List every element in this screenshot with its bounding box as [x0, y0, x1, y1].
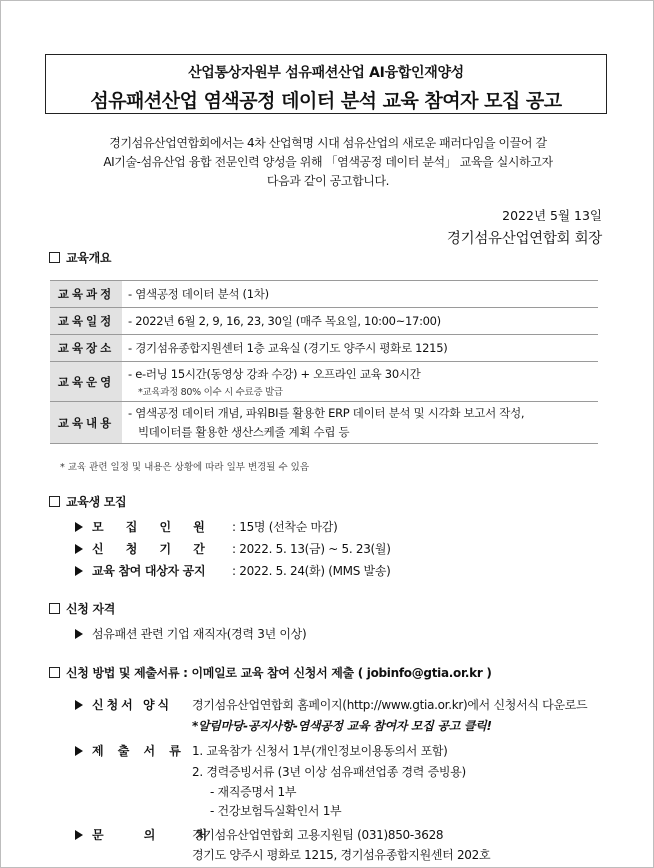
row-value: - 염색공정 데이터 분석 (1차): [122, 281, 598, 308]
completion-note: *교육과정 80% 이수 시 수료증 발급: [138, 386, 283, 398]
doc-item: - 재직증명서 1부: [210, 785, 297, 799]
triangle-bullet-icon: [75, 746, 83, 756]
row-key: 교육내용: [50, 402, 122, 444]
recruit-item: 모 집 인 원 : 15명 (선착순 마감): [75, 518, 337, 535]
apply-form-path: *알림마당-공지사항-염색공정 교육 참여자 모집 공고 클릭!: [192, 719, 492, 733]
triangle-bullet-icon: [75, 629, 83, 639]
contact-line: 경기섬유산업연합회 고용지원팀 (031)850-3628: [192, 828, 444, 842]
row-key: 교육장소: [50, 335, 122, 362]
apply-docs-label: 제 출 서 류: [75, 742, 186, 759]
intro-line: 경기섬유산업연합회에서는 4차 산업혁명 시대 섬유산업의 새로운 패러다임을 이끌어 갈: [109, 136, 547, 150]
doc-item: 1. 교육참가 신청서 1부(개인정보이용동의서 포함): [192, 744, 448, 758]
triangle-bullet-icon: [75, 522, 83, 532]
apply-contact-label: 문 의 처: [75, 826, 225, 843]
section-qualification-heading: 신청 자격: [49, 600, 115, 617]
table-row: [50, 308, 598, 335]
program-subtitle: 산업통상자원부 섬유패션산업 AI융합인재양성: [188, 65, 464, 81]
recruit-item: 신 청 기 간 : 2022. 5. 13(금) ~ 5. 23(월): [75, 540, 391, 557]
row-value-line: - 염색공정 데이터 개념, 파워BI를 활용한 ERP 데이터 분석 및 시각화 보고서 작성,: [128, 406, 525, 420]
checkbox-square-icon: [49, 252, 60, 263]
intro-line: AI기술-섬유산업 융합 전문인력 양성을 위해 「염색공정 데이터 분석」 교육을 실시하고자: [103, 155, 553, 169]
intro-paragraph: [60, 134, 596, 191]
doc-item: - 건강보험득실확인서 1부: [210, 804, 342, 818]
row-value: - 2022년 6월 2, 9, 16, 23, 30일 (매주 목요일, 10:00~17:00): [122, 308, 598, 335]
row-value: [122, 402, 598, 444]
checkbox-square-icon: [49, 667, 60, 678]
contact-line: 경기도 양주시 평화로 1215, 경기섬유종합지원센터 202호: [192, 848, 491, 862]
row-value-line: 빅데이터를 활용한 생산스케줄 계획 수립 등: [138, 425, 350, 439]
apply-form-line: 경기섬유산업연합회 홈페이지(http://www.gtia.or.kr)에서 신청서식 다운로드: [192, 698, 588, 712]
row-value: - 경기섬유종합지원센터 1층 교육실 (경기도 양주시 평화로 1215): [122, 335, 598, 362]
row-value: [122, 362, 598, 402]
section-overview-heading: 교육개요: [49, 249, 111, 266]
checkbox-square-icon: [49, 603, 60, 614]
triangle-bullet-icon: [75, 830, 83, 840]
section-recruit-heading: 교육생 모집: [49, 493, 126, 510]
qualification-item: 섬유패션 관련 기업 재직자(경력 3년 이상): [75, 625, 306, 642]
checkbox-square-icon: [49, 496, 60, 507]
row-key: 교육과정: [50, 281, 122, 308]
table-row: [50, 281, 598, 308]
recruit-item: 교육 참여 대상자 공지 : 2022. 5. 24(화) (MMS 발송): [75, 562, 391, 579]
table-row: [50, 362, 598, 402]
triangle-bullet-icon: [75, 700, 83, 710]
section-apply-heading: 신청 방법 및 제출서류 : 이메일로 교육 참여 신청서 제출 ( jobinfo@gtia.or.kr ): [49, 664, 492, 681]
overview-footnote: * 교육 관련 일정 및 내용은 상황에 따라 일부 변경될 수 있음: [60, 462, 310, 473]
table-row: [50, 335, 598, 362]
overview-table: [50, 280, 598, 444]
notice-date: 2022년 5월 13일: [502, 208, 602, 223]
row-key: 교육일정: [50, 308, 122, 335]
row-key: 교육운영: [50, 362, 122, 402]
table-row: [50, 402, 598, 444]
doc-item: 2. 경력증빙서류 (3년 이상 섬유패션업종 경력 증빙용): [192, 765, 466, 779]
title-box: [45, 54, 607, 114]
row-value-line: - e-러닝 15시간(동영상 강좌 수강) + 오프라인 교육 30시간: [128, 366, 421, 381]
intro-line: 다음과 같이 공고합니다.: [266, 174, 390, 188]
notice-title: 섬유패션산업 염색공정 데이터 분석 교육 참여자 모집 공고: [90, 90, 562, 112]
triangle-bullet-icon: [75, 544, 83, 554]
apply-form-label: 신청서 양식: [75, 696, 172, 713]
triangle-bullet-icon: [75, 566, 83, 576]
issuer: 경기섬유산업연합회 회장: [446, 231, 602, 247]
